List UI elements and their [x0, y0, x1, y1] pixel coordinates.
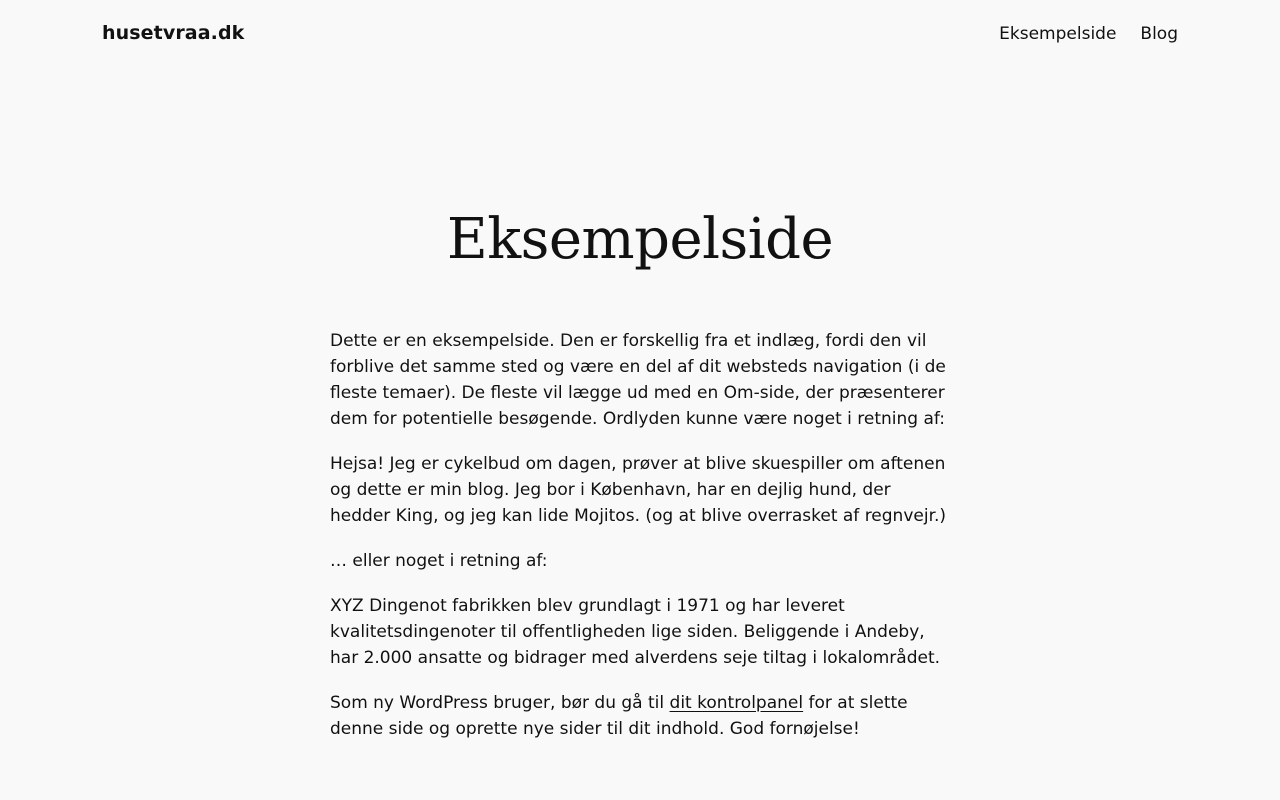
paragraph-dashboard-note	[330, 690, 948, 742]
page-content	[330, 328, 948, 761]
dashboard-link[interactable]: dit kontrolpanel	[669, 693, 804, 713]
nav-item-blog[interactable]: Blog	[1140, 24, 1178, 44]
nav-item-eksempelside[interactable]: Eksempelside	[999, 24, 1117, 44]
dashboard-note-after: for at slette denne side og oprette nye sider til dit indhold. God fornøjelse!	[330, 693, 908, 739]
page-title: Eksempelside	[446, 207, 834, 272]
site-title-link[interactable]: husetvraa.dk	[102, 22, 245, 44]
paragraph-intro: Dette er en eksempelside. Den er forskellig fra et indlæg, fordi den vil forblive det samme sted og være en del af dit websteds navigation (i de fleste temaer). De fleste vil lægge ud med en Om-side, der præsenterer dem for potentielle besøgende. Ordlyden kunne være noget i retning af:	[330, 331, 946, 429]
paragraph-example-two: XYZ Dingenot fabrikken blev grundlagt i 1971 og har leveret kvalitetsdingenoter til offentligheden lige siden. Beliggende i Andeby, har 2.000 ansatte og bidrager med alverdens seje tiltag i lokalområdet.	[330, 596, 941, 668]
paragraph-transition: … eller noget i retning af:	[330, 551, 548, 571]
paragraph-example-one: Hejsa! Jeg er cykelbud om dagen, prøver at blive skuespiller om aftenen og dette er min blog. Jeg bor i København, har en dejlig hund, der hedder King, og jeg kan lide Mojitos. (og at blive overrasket af regnvejr.)	[330, 454, 947, 526]
dashboard-note-before: Som ny WordPress bruger, bør du gå til	[330, 693, 670, 713]
main-navigation	[999, 24, 1178, 44]
site-header	[0, 0, 1280, 70]
